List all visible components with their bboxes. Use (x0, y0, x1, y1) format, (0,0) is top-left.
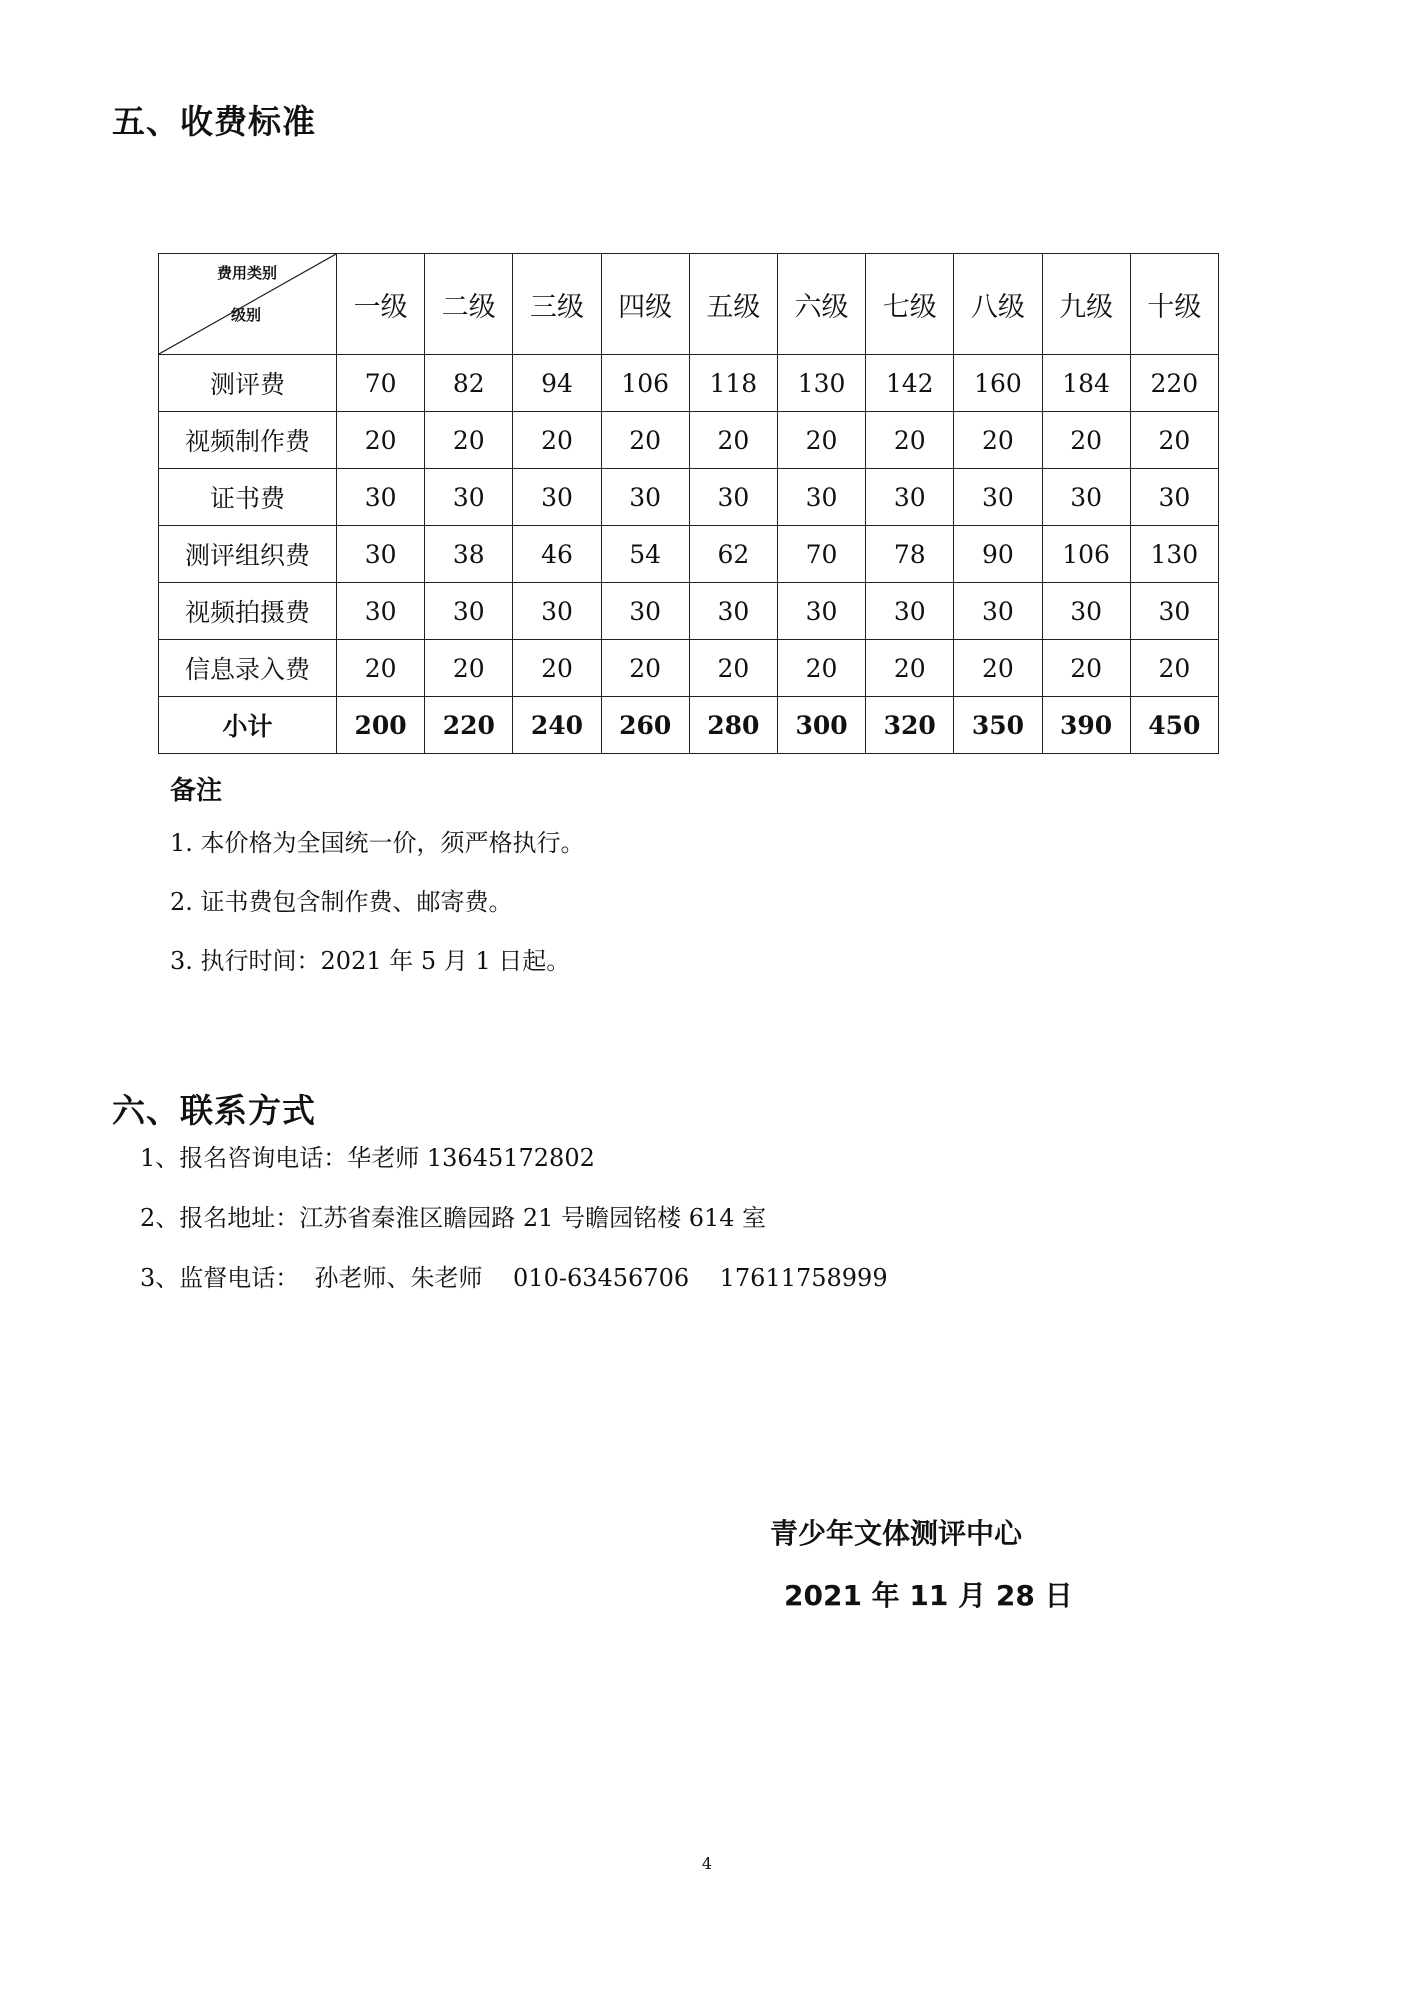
corner-cell (159, 254, 337, 355)
level-header: 八级 (954, 254, 1042, 355)
table-cell: 30 (954, 469, 1042, 526)
table-cell: 20 (513, 412, 601, 469)
corner-label-category: 费用类别 (217, 264, 278, 282)
row-label: 视频制作费 (159, 412, 337, 469)
table-cell: 118 (689, 355, 777, 412)
table-cell: 38 (425, 526, 513, 583)
level-header: 二级 (425, 254, 513, 355)
table-cell: 70 (777, 526, 865, 583)
level-header: 一级 (337, 254, 425, 355)
level-header: 九级 (1042, 254, 1130, 355)
table-cell: 20 (425, 412, 513, 469)
signature-date: 2021 年 11 月 28 日 (784, 1579, 1073, 1612)
table-cell: 184 (1042, 355, 1130, 412)
contact-item: 3、监督电话： 孙老师、朱老师 010-63456706 17611758999 (140, 1264, 888, 1292)
table-cell: 20 (601, 640, 689, 697)
table-cell: 160 (954, 355, 1042, 412)
contact-item: 2、报名地址：江苏省秦淮区瞻园路 21 号瞻园铭楼 614 室 (140, 1204, 767, 1232)
table-cell: 20 (337, 412, 425, 469)
table-cell: 320 (866, 697, 954, 754)
table-header-row (159, 254, 1219, 355)
table-row (159, 469, 1219, 526)
signature-org: 青少年文体测评中心 (770, 1517, 1023, 1550)
note-item: 1. 本价格为全国统一价，须严格执行。 (170, 829, 585, 857)
contact-item: 1、报名咨询电话：华老师 13645172802 (140, 1144, 595, 1172)
table-cell: 20 (866, 412, 954, 469)
table-cell: 30 (601, 469, 689, 526)
corner-label-level: 级别 (231, 306, 262, 324)
table-cell: 30 (1042, 583, 1130, 640)
table-cell: 130 (1130, 526, 1218, 583)
table-cell: 20 (777, 640, 865, 697)
table-cell: 260 (601, 697, 689, 754)
table-cell: 30 (513, 583, 601, 640)
signature-block (770, 1512, 1073, 1614)
table-cell: 20 (425, 640, 513, 697)
section-6-title: 六、联系方式 (112, 1091, 316, 1130)
table-cell: 20 (777, 412, 865, 469)
table-cell: 350 (954, 697, 1042, 754)
table-cell: 30 (954, 583, 1042, 640)
table-cell: 20 (1042, 640, 1130, 697)
table-cell: 30 (777, 583, 865, 640)
table-cell: 30 (866, 583, 954, 640)
table-cell: 78 (866, 526, 954, 583)
table-cell: 90 (954, 526, 1042, 583)
table-cell: 30 (777, 469, 865, 526)
table-cell: 390 (1042, 697, 1130, 754)
section-5-title: 五、收费标准 (112, 102, 316, 141)
table-cell: 20 (1042, 412, 1130, 469)
table-cell: 130 (777, 355, 865, 412)
table-row (159, 412, 1219, 469)
table-cell: 20 (1130, 640, 1218, 697)
table-cell: 106 (1042, 526, 1130, 583)
table-cell: 30 (689, 583, 777, 640)
notes-block (170, 770, 585, 1000)
table-cell: 20 (866, 640, 954, 697)
level-header: 七级 (866, 254, 954, 355)
table-cell: 94 (513, 355, 601, 412)
table-cell: 20 (689, 412, 777, 469)
table-cell: 20 (1130, 412, 1218, 469)
table-cell: 70 (337, 355, 425, 412)
row-label: 测评组织费 (159, 526, 337, 583)
row-label: 小计 (159, 697, 337, 754)
table-cell: 30 (1130, 469, 1218, 526)
table-cell: 82 (425, 355, 513, 412)
table-cell: 54 (601, 526, 689, 583)
table-cell: 220 (425, 697, 513, 754)
table-cell: 280 (689, 697, 777, 754)
table-cell: 30 (425, 583, 513, 640)
table-cell: 20 (954, 412, 1042, 469)
subtotal-row (159, 697, 1219, 754)
table-cell: 30 (866, 469, 954, 526)
table-cell: 220 (1130, 355, 1218, 412)
level-header: 五级 (689, 254, 777, 355)
note-item: 3. 执行时间：2021 年 5 月 1 日起。 (170, 947, 571, 975)
table-cell: 30 (513, 469, 601, 526)
contacts-block (140, 1138, 888, 1318)
note-item: 2. 证书费包含制作费、邮寄费。 (170, 888, 513, 916)
table-cell: 30 (337, 583, 425, 640)
table-cell: 20 (689, 640, 777, 697)
table-cell: 30 (425, 469, 513, 526)
row-label: 信息录入费 (159, 640, 337, 697)
table-row (159, 583, 1219, 640)
table-cell: 300 (777, 697, 865, 754)
level-header: 六级 (777, 254, 865, 355)
table-cell: 20 (513, 640, 601, 697)
table-row (159, 355, 1219, 412)
table-cell: 62 (689, 526, 777, 583)
fee-table (158, 253, 1219, 754)
level-header: 四级 (601, 254, 689, 355)
table-cell: 142 (866, 355, 954, 412)
row-label: 测评费 (159, 355, 337, 412)
table-cell: 30 (337, 469, 425, 526)
table-cell: 20 (954, 640, 1042, 697)
page-number: 4 (701, 1854, 713, 1873)
table-cell: 30 (601, 583, 689, 640)
level-header: 三级 (513, 254, 601, 355)
row-label: 证书费 (159, 469, 337, 526)
table-row (159, 640, 1219, 697)
table-cell: 30 (1042, 469, 1130, 526)
table-cell: 46 (513, 526, 601, 583)
table-cell: 30 (1130, 583, 1218, 640)
table-cell: 20 (601, 412, 689, 469)
table-cell: 240 (513, 697, 601, 754)
table-row (159, 526, 1219, 583)
table-cell: 450 (1130, 697, 1218, 754)
table-cell: 106 (601, 355, 689, 412)
level-header: 十级 (1130, 254, 1218, 355)
table-cell: 20 (337, 640, 425, 697)
table-cell: 30 (337, 526, 425, 583)
row-label: 视频拍摄费 (159, 583, 337, 640)
table-cell: 200 (337, 697, 425, 754)
notes-title: 备注 (170, 776, 223, 806)
table-cell: 30 (689, 469, 777, 526)
